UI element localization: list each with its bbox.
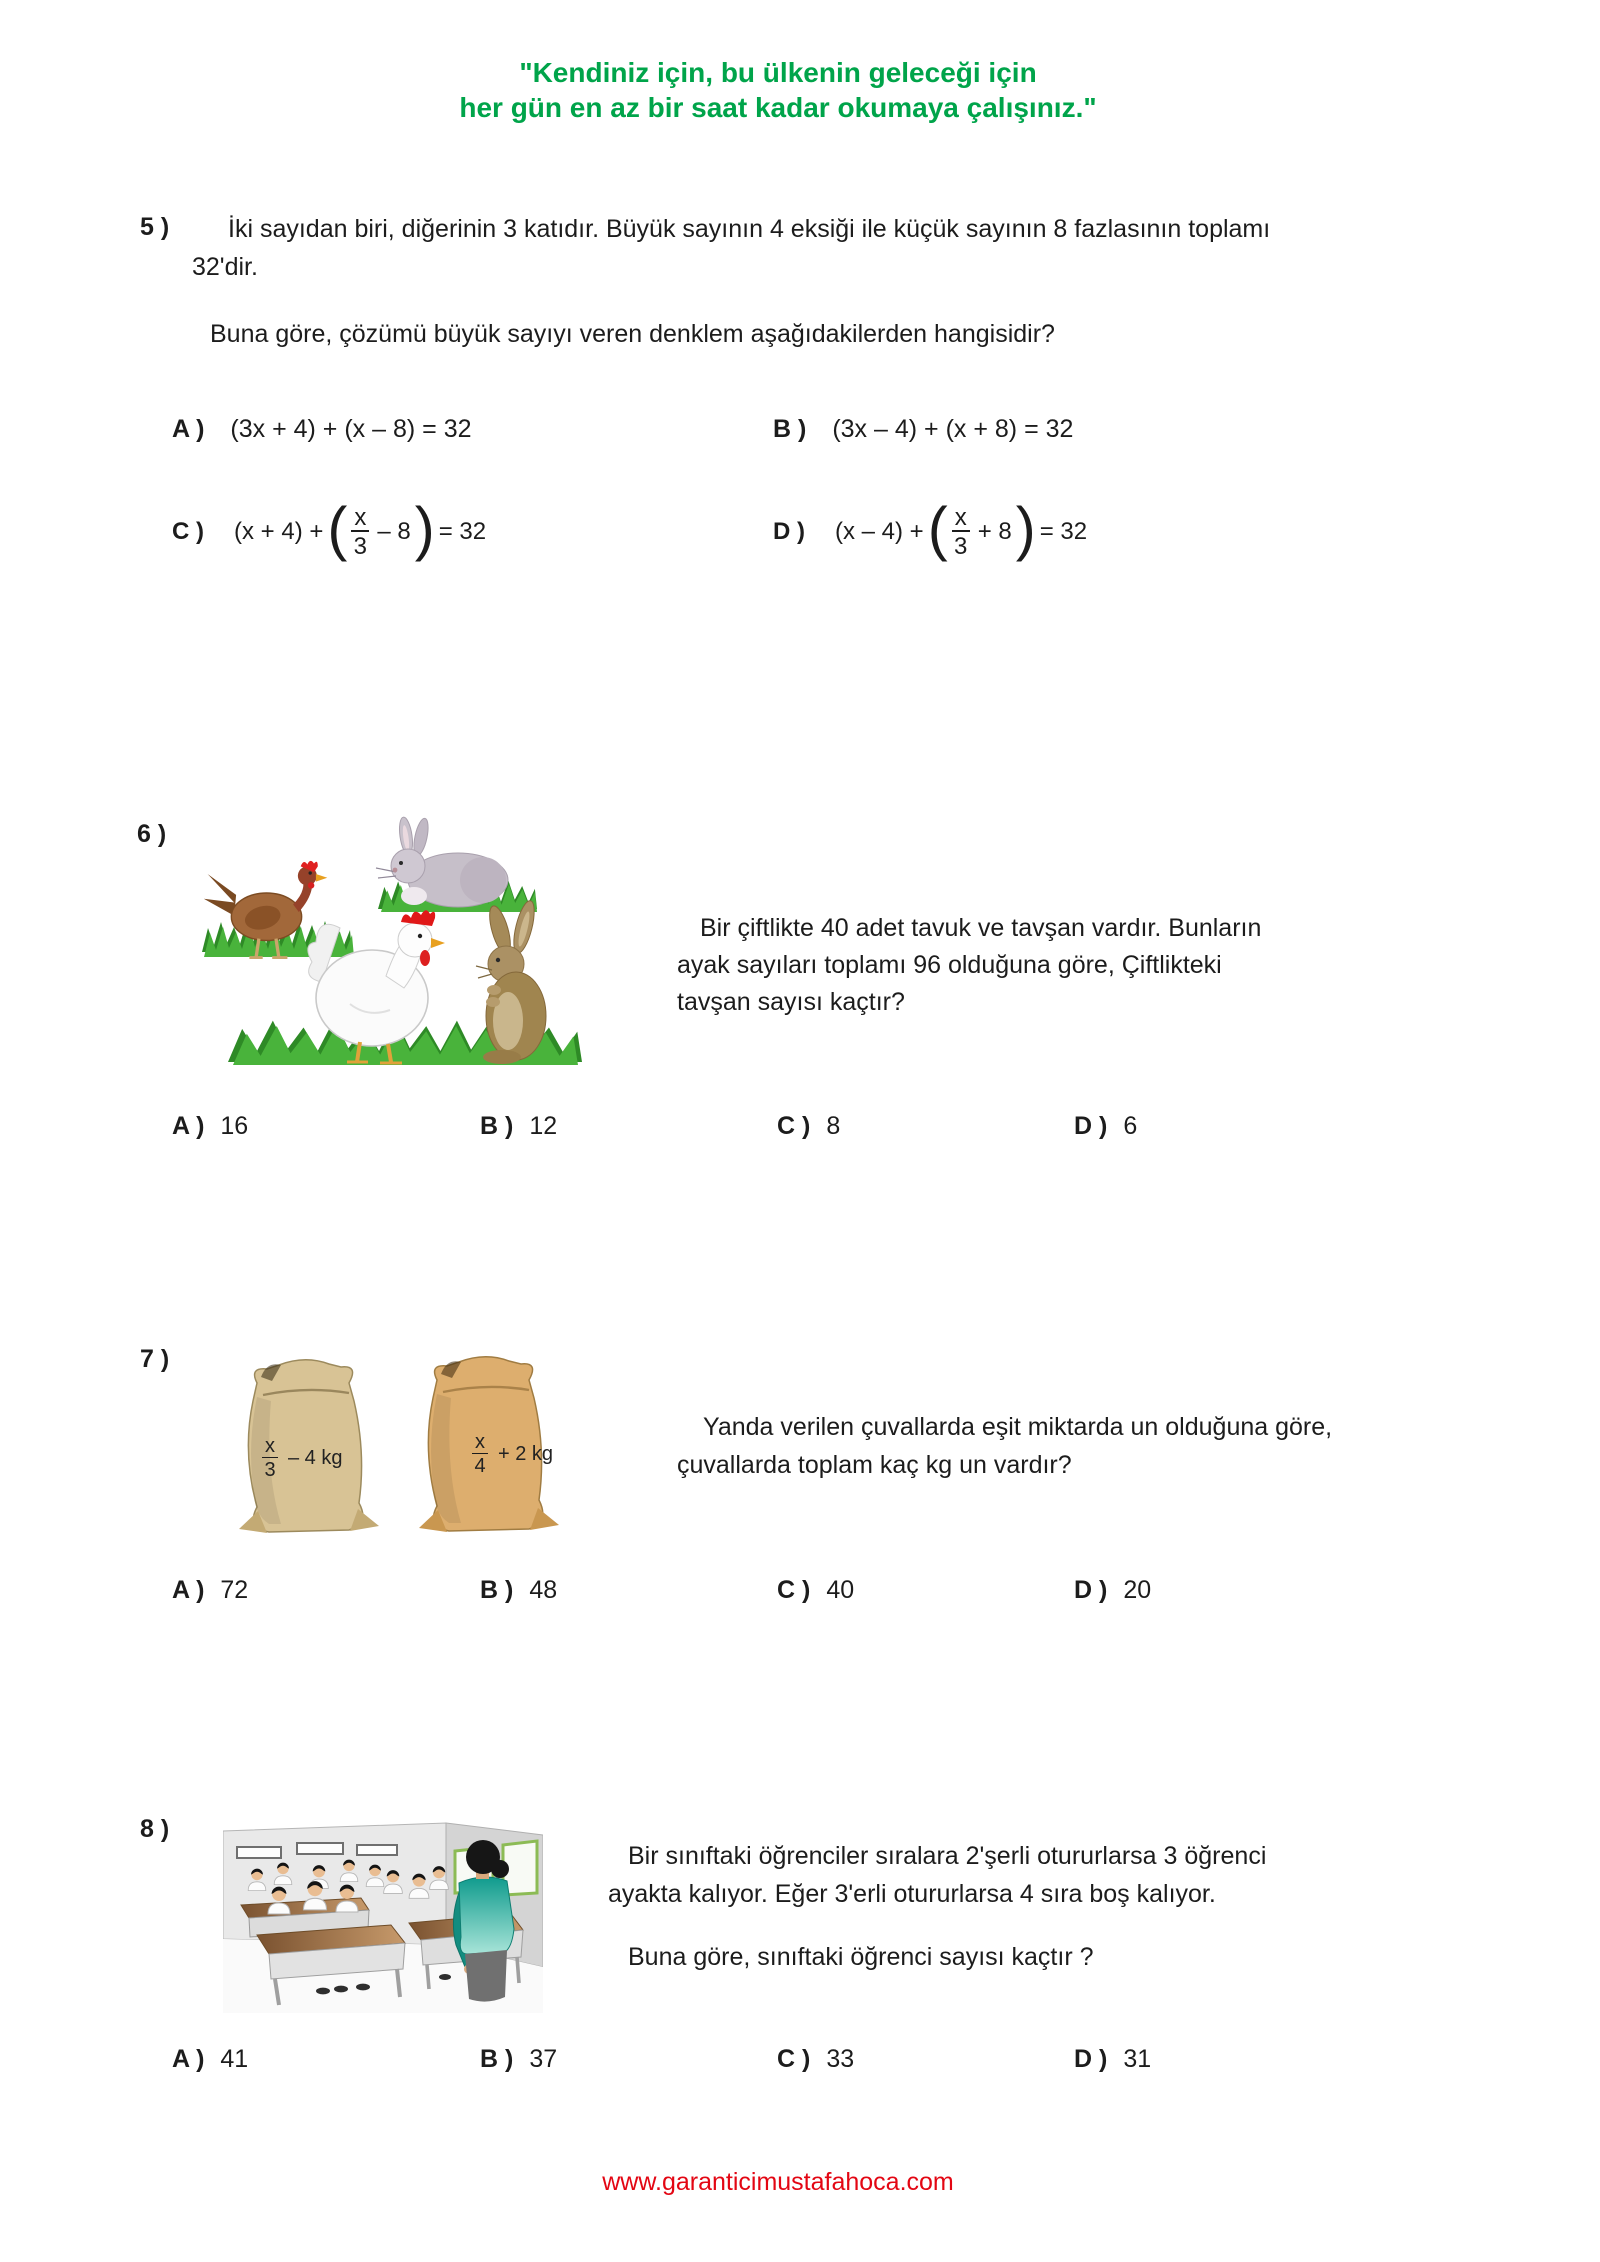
q5-option-d-letter: D ) bbox=[773, 518, 805, 545]
q7-option-b-letter: B ) bbox=[480, 1576, 514, 1604]
question-7-number: 7 ) bbox=[140, 1345, 170, 1373]
q6-option-c bbox=[777, 1112, 840, 1141]
q8-option-b-value: 37 bbox=[529, 2045, 558, 2073]
question-8-prompt: Buna göre, sınıftaki öğrenci sayısı kaçtır ? bbox=[628, 1943, 1094, 1971]
q8-option-d-letter: D ) bbox=[1074, 2045, 1108, 2073]
fraction-numerator: x bbox=[354, 503, 367, 531]
q8-option-a-value: 41 bbox=[220, 2045, 249, 2073]
sack-1-suffix: – 4 kg bbox=[288, 1447, 343, 1469]
q7-option-d-value: 20 bbox=[1123, 1576, 1152, 1604]
q5-option-a bbox=[172, 415, 472, 444]
classroom-illustration bbox=[223, 1817, 543, 2013]
teacher-skirt bbox=[465, 1950, 507, 2002]
q5-option-b-formula: (3x – 4) + (x + 8) = 32 bbox=[832, 415, 1074, 443]
question-5-number: 5 ) bbox=[140, 213, 170, 241]
q5-option-d-prefix: (x – 4) + bbox=[835, 518, 924, 545]
q7-option-a-value: 72 bbox=[220, 1576, 249, 1604]
question-6-text-line3: tavşan sayısı kaçtır? bbox=[677, 988, 905, 1016]
q6-option-d-value: 6 bbox=[1123, 1112, 1138, 1140]
q7-option-c bbox=[777, 1576, 854, 1605]
q5-option-d-suffix: = 32 bbox=[1039, 518, 1088, 545]
q6-option-a-value: 16 bbox=[220, 1112, 249, 1140]
q5-option-a-formula: (3x + 4) + (x – 8) = 32 bbox=[230, 415, 472, 443]
q8-option-d-value: 31 bbox=[1123, 2045, 1152, 2073]
q5-option-c-inner: – 8 bbox=[377, 518, 411, 545]
q8-option-c bbox=[777, 2045, 854, 2074]
q7-option-c-value: 40 bbox=[826, 1576, 855, 1604]
q6-option-b-value: 12 bbox=[529, 1112, 558, 1140]
q7-option-d-letter: D ) bbox=[1074, 1576, 1108, 1604]
q5-option-c: C ) (x + 4) + ( $\frac{x}{3}$ – 8 ) = 32 bbox=[172, 495, 487, 562]
question-7-text-line1: Yanda verilen çuvallarda eşit miktarda un olduğuna göre, bbox=[703, 1413, 1333, 1441]
question-5-prompt: Buna göre, çözümü büyük sayıyı veren denklem aşağıdakilerden hangisidir? bbox=[210, 320, 1055, 348]
q6-option-d bbox=[1074, 1112, 1137, 1141]
question-5-text-line2: 32'dir. bbox=[192, 253, 258, 281]
q5-option-d-inner: + 8 bbox=[977, 518, 1012, 545]
question-6-text-line2: ayak sayıları toplamı 96 olduğuna göre, Çiftlikteki bbox=[677, 951, 1222, 979]
q8-option-a-letter: A ) bbox=[172, 2045, 205, 2073]
sack-2-fraction bbox=[472, 1432, 488, 1477]
header-quote-line2: her gün en az bir saat kadar okumaya çalışınız." bbox=[459, 92, 1097, 123]
question-8-text-line2: ayakta kalıyor. Eğer 3'erli otururlarsa 4 sıra boş kalıyor. bbox=[608, 1880, 1216, 1908]
q7-option-a-letter: A ) bbox=[172, 1576, 205, 1604]
fraction-numerator: x bbox=[265, 1435, 275, 1457]
fraction-denominator: 3 bbox=[262, 1457, 278, 1481]
q6-option-d-letter: D ) bbox=[1074, 1112, 1108, 1140]
sack-1-label bbox=[258, 1436, 342, 1481]
question-6-text-line1: Bir çiftlikte 40 adet tavuk ve tavşan vardır. Bunların bbox=[700, 914, 1262, 942]
q8-option-a bbox=[172, 2045, 248, 2074]
wall-vent bbox=[297, 1843, 343, 1854]
q5-option-c-letter: C ) bbox=[172, 518, 204, 545]
q8-option-d bbox=[1074, 2045, 1151, 2074]
question-5-text-line1: İki sayıdan biri, diğerinin 3 katıdır. Büyük sayının 4 eksiği ile küçük sayının 8 fazlasının toplamı bbox=[228, 215, 1271, 243]
sack-2-suffix: + 2 kg bbox=[498, 1443, 554, 1465]
header-quote-line1: "Kendiniz için, bu ülkenin geleceği için bbox=[519, 57, 1037, 88]
q5-option-a-letter: A ) bbox=[172, 415, 205, 443]
question-7-text-line2: çuvallarda toplam kaç kg un vardır? bbox=[677, 1451, 1072, 1479]
q6-option-c-value: 8 bbox=[826, 1112, 841, 1140]
q7-option-a bbox=[172, 1576, 248, 1605]
q6-option-b bbox=[480, 1112, 557, 1141]
question-8-number: 8 ) bbox=[140, 1815, 170, 1843]
q6-option-a bbox=[172, 1112, 248, 1141]
q5-option-b-letter: B ) bbox=[773, 415, 807, 443]
q5-option-c-prefix: (x + 4) + bbox=[234, 518, 324, 545]
question-6-number: 6 ) bbox=[137, 820, 167, 848]
wall-vent bbox=[237, 1847, 281, 1858]
fraction-denominator: 3 bbox=[351, 530, 369, 559]
chickens-and-rabbits-illustration bbox=[200, 808, 620, 1073]
q6-option-a-letter: A ) bbox=[172, 1112, 205, 1140]
q5-option-c-suffix: = 32 bbox=[438, 518, 487, 545]
fraction-denominator: 4 bbox=[472, 1453, 488, 1477]
q8-option-b-letter: B ) bbox=[480, 2045, 514, 2073]
question-8-text-line1: Bir sınıftaki öğrenciler sıralara 2'şerli otururlarsa 3 öğrenci bbox=[628, 1842, 1267, 1870]
q7-option-d bbox=[1074, 1576, 1151, 1605]
q8-option-c-value: 33 bbox=[826, 2045, 855, 2073]
q5-option-b bbox=[773, 415, 1073, 444]
q7-option-b-value: 48 bbox=[529, 1576, 558, 1604]
q6-option-c-letter: C ) bbox=[777, 1112, 811, 1140]
sack-2-label bbox=[468, 1432, 553, 1477]
footer-url: www.garanticimustafahoca.com bbox=[602, 2168, 954, 2196]
q7-option-b bbox=[480, 1576, 557, 1605]
fraction-numerator: x bbox=[954, 503, 967, 531]
q5-option-d-fraction bbox=[952, 505, 970, 559]
wall-vent bbox=[357, 1845, 397, 1855]
fraction-numerator: x bbox=[475, 1431, 485, 1453]
fraction-denominator: 3 bbox=[952, 530, 970, 559]
q5-option-d: D ) (x – 4) + ( $\frac{x}{3}$ + 8 ) = 32 bbox=[773, 495, 1088, 562]
q8-option-b bbox=[480, 2045, 557, 2074]
q6-option-b-letter: B ) bbox=[480, 1112, 514, 1140]
q5-option-c-fraction bbox=[351, 505, 369, 559]
q8-option-c-letter: C ) bbox=[777, 2045, 811, 2073]
sack-1-fraction bbox=[262, 1436, 278, 1481]
q7-option-c-letter: C ) bbox=[777, 1576, 811, 1604]
